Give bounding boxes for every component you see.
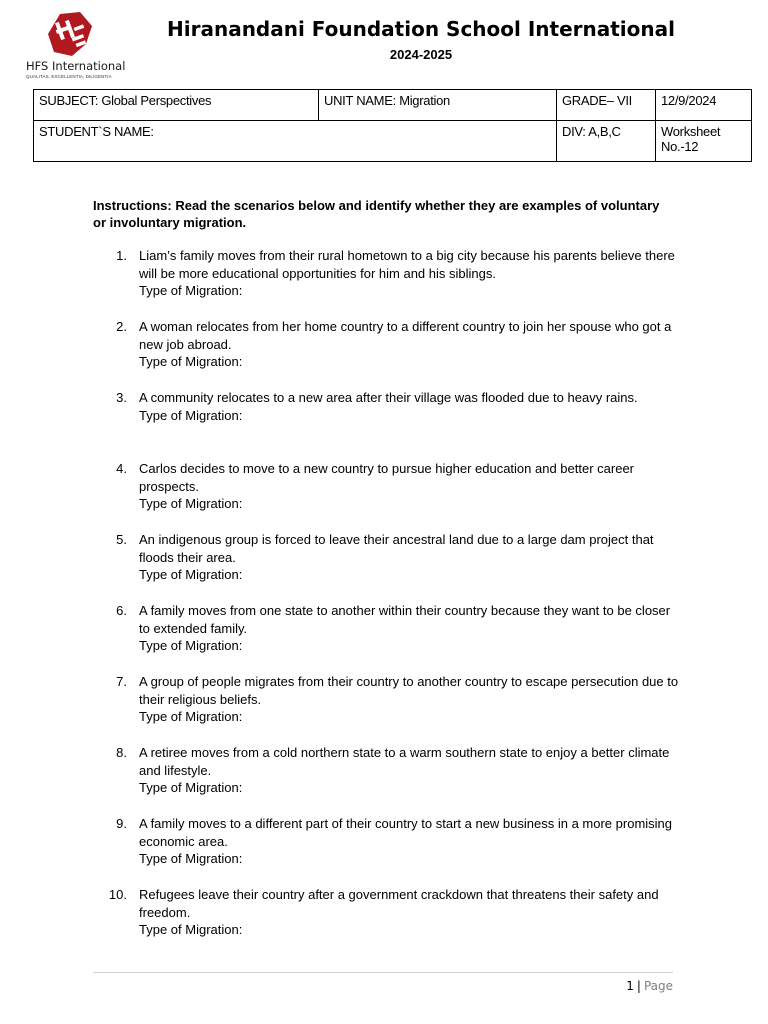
question-item: [93, 602, 683, 673]
migration-type-label: Type of Migration:: [139, 709, 243, 724]
subject-cell: SUBJECT: Global Perspectives: [34, 90, 319, 121]
div-cell: DIV: A,B,C: [557, 121, 656, 162]
question-list: [93, 247, 683, 957]
info-row: [34, 90, 752, 121]
question-item: [93, 460, 683, 531]
question-number: 10.: [108, 887, 127, 902]
question-number: 8.: [116, 745, 127, 760]
question-text: A community relocates to a new area after their village was flooded due to heavy rains.: [139, 390, 638, 405]
migration-type-label: Type of Migration:: [139, 283, 243, 298]
migration-type-label: Type of Migration:: [139, 354, 243, 369]
logo-motto: QUALITAS, EXCELLENTIA, DILIGENTIA: [26, 74, 112, 79]
question-item: [93, 815, 683, 886]
question-item: [93, 673, 683, 744]
question-item: [93, 744, 683, 815]
migration-type-label: Type of Migration:: [139, 407, 243, 423]
school-name: Hiranandani Foundation School International: [167, 17, 675, 41]
question-number: 6.: [116, 603, 127, 618]
question-item: [93, 531, 683, 602]
student-name-cell: STUDENT`S NAME:: [34, 121, 557, 162]
question-text: Liam’s family moves from their rural hometown to a big city because his parents believe there will be more educational opportunities for him and his siblings.: [139, 248, 675, 281]
question-item: [93, 318, 683, 389]
question-text: A retiree moves from a cold northern state to a warm southern state to enjoy a better climate and lifestyle.: [139, 745, 670, 778]
question-text: Carlos decides to move to a new country to pursue higher education and better career prospects.: [139, 461, 635, 494]
migration-type-label: Type of Migration:: [139, 638, 243, 653]
footer-separator: |: [636, 979, 641, 993]
question-text: A group of people migrates from their country to another country to escape persecution due to their religious beliefs.: [139, 674, 679, 707]
instructions: Instructions: Read the scenarios below and identify whether they are examples of voluntary or involuntary migration.: [93, 198, 660, 230]
date-cell: 12/9/2024: [656, 90, 752, 121]
page-number: 1: [626, 979, 634, 993]
question-text: A family moves to a different part of their country to start a new business in a more promising economic area.: [139, 816, 673, 849]
question-number: 5.: [116, 532, 127, 547]
worksheet-cell: Worksheet No.-12: [656, 121, 752, 162]
grade-cell: GRADE– VII: [557, 90, 656, 121]
question-number: 1.: [116, 248, 127, 263]
page-label: Page: [643, 979, 673, 993]
migration-type-label: Type of Migration:: [139, 780, 243, 795]
question-number: 9.: [116, 816, 127, 831]
info-table: [33, 89, 752, 162]
logo-brand: HFS International: [26, 59, 126, 73]
question-item: [93, 247, 683, 318]
info-row: [34, 121, 752, 162]
question-number: 3.: [116, 390, 127, 405]
question-text: A family moves from one state to another within their country because they want to be closer to extended family.: [139, 603, 671, 636]
question-text: An indigenous group is forced to leave their ancestral land due to a large dam project that floods their area.: [139, 532, 654, 565]
question-number: 2.: [116, 319, 127, 334]
academic-year: 2024-2025: [389, 47, 453, 62]
question-number: 7.: [116, 674, 127, 689]
question-number: 4.: [116, 461, 127, 476]
migration-type-label: Type of Migration:: [139, 851, 243, 866]
question-item: [93, 389, 683, 460]
question-text: Refugees leave their country after a government crackdown that threatens their safety and freedom.: [139, 887, 659, 920]
migration-type-label: Type of Migration:: [139, 567, 243, 582]
migration-type-label: Type of Migration:: [139, 922, 243, 937]
page-footer: [626, 979, 673, 993]
migration-type-label: Type of Migration:: [139, 496, 243, 511]
question-text: A woman relocates from her home country to a different country to join her spouse who got a new job abroad.: [139, 319, 672, 352]
unit-cell: UNIT NAME: Migration: [319, 90, 557, 121]
question-item: [93, 886, 683, 957]
footer-divider: [93, 972, 673, 973]
